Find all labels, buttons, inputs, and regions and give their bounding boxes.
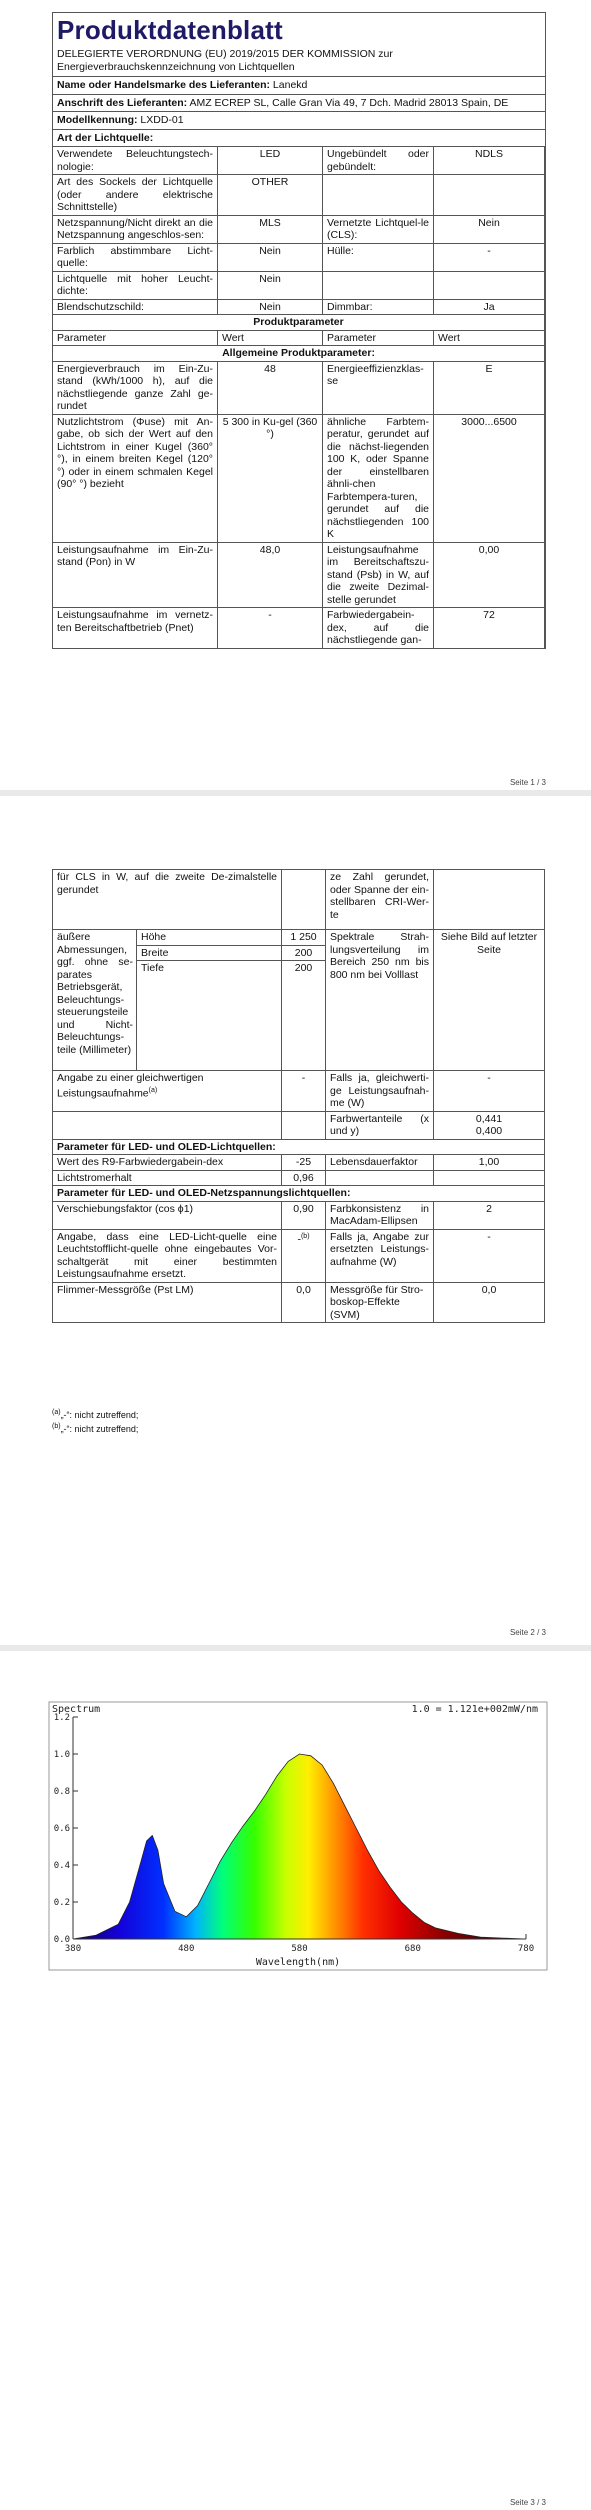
type-label-left: Verwendete Beleuchtungstech-nologie:: [53, 147, 218, 175]
type-value-left: Nein: [218, 271, 323, 299]
col-header-parameter-1: Parameter: [53, 330, 218, 346]
type-row: [53, 243, 545, 271]
equivalent-power-label-cell: [53, 1071, 282, 1112]
power-factor-label: Verschiebungsfaktor (cos ϕ1): [53, 1201, 282, 1229]
type-label-right: Ungebündelt oder gebündelt:: [323, 147, 434, 175]
document-title: Produktdatenblatt: [57, 15, 283, 45]
page-2: [0, 825, 591, 1645]
type-label-left: Farblich abstimmbare Licht-quelle:: [53, 243, 218, 271]
fluorescent-replacement-label: Angabe, dass eine LED-Licht-quelle eine Leuchtstofflicht-quelle ohne eingebautes Vor-schaltgerät mit einer bestimmten Leistungsaufnahme ersetzt.: [53, 1229, 282, 1282]
general-label-right: Energieeffizienzklas-se: [323, 361, 434, 414]
footnote-a: $^{(a)}$„-“: nicht zutreffend;: [52, 1409, 139, 1420]
page-1: [0, 0, 591, 790]
type-label-right: [323, 271, 434, 299]
cri-label-cont: ze Zahl gerundet, oder Spanne der ein-stellbaren CRI-Wer-te: [326, 870, 434, 930]
page-number: Seite 2 / 3: [509, 1628, 546, 1637]
type-label-right: [323, 175, 434, 216]
type-value-left: OTHER: [218, 175, 323, 216]
x-tick-label: 780: [517, 1944, 535, 1954]
replaced-power-label: Falls ja, Angabe zur ersetzten Leistungs-aufnahme (W): [326, 1229, 434, 1282]
col-header-value-1: Wert: [218, 330, 323, 346]
general-label-left: Leistungsaufnahme im Ein-Zu-stand (Pon) in W: [53, 542, 218, 608]
type-value-right: [434, 175, 545, 216]
footnote-ref-b: (b): [300, 1232, 310, 1240]
supplier-name-row: [53, 76, 545, 94]
lumen-maintenance-label: Lichtstromerhalt: [53, 1170, 282, 1186]
type-label-left: Lichtquelle mit hoher Leucht-dichte:: [53, 271, 218, 299]
type-value-left: Nein: [218, 299, 323, 315]
type-row: [53, 175, 545, 216]
header-block: [52, 12, 546, 649]
general-value-left: 5 300 in Ku-gel (360 °): [218, 414, 323, 542]
product-parameters-table: [52, 314, 545, 649]
general-value-left: -: [218, 608, 323, 649]
light-source-type-heading: Art der Lichtquelle:: [53, 129, 545, 147]
model-row: [53, 111, 545, 129]
footnotes: [52, 1407, 138, 1435]
y-tick-label: 0.6: [53, 1824, 70, 1834]
general-value-right: E: [434, 361, 545, 414]
type-value-right: -: [434, 243, 545, 271]
light-source-type-table: [52, 146, 545, 315]
lumen-maintenance-value: 0,96: [282, 1170, 326, 1186]
spectrum-chart: [48, 1701, 548, 1971]
chromaticity-y: 0,400: [475, 1125, 503, 1137]
type-label-left: Netzspannung/Nicht direkt an die Netzspannung angeschlos-sen:: [53, 215, 218, 243]
general-value-left: 48,0: [218, 542, 323, 608]
fluorescent-replacement-cell: [282, 1229, 326, 1282]
chromaticity-label: Farbwertanteile (x und y): [326, 1111, 434, 1139]
footnote-b: $^{(b)}$„-“: nicht zutreffend;: [52, 1423, 139, 1434]
dimension-value: 200: [282, 945, 326, 961]
chromaticity-x: 0,441: [475, 1112, 503, 1125]
flicker-label: Flimmer-Messgröße (Pst LM): [53, 1282, 282, 1323]
y-tick-label: 0.2: [53, 1898, 70, 1908]
page-number: Seite 1 / 3: [509, 778, 546, 787]
x-tick-label: 380: [64, 1944, 82, 1954]
type-value-left: Nein: [218, 243, 323, 271]
type-label-right: Hülle:: [323, 243, 434, 271]
type-row: [53, 215, 545, 243]
regulation-text: DELEGIERTE VERORDNUNG (EU) 2019/2015 DER KOMMISSION zur Energieverbrauchskennzeichnung von Lichtquellen: [57, 48, 393, 73]
dimension-name: Breite: [137, 945, 282, 961]
supplier-name-label: Name oder Handelsmarke des Lieferanten:: [57, 79, 270, 91]
mains-parameters-heading: Parameter für LED- und OLED-Netzspannungslichtquellen:: [53, 1186, 545, 1202]
x-axis-label: Wavelength(nm): [255, 1957, 341, 1968]
y-tick-label: 0.4: [53, 1861, 70, 1871]
type-value-right: Ja: [434, 299, 545, 315]
power-factor-value: 0,90: [282, 1201, 326, 1229]
macadam-value: 2: [434, 1201, 545, 1229]
x-tick-label: 680: [404, 1944, 421, 1954]
general-row: [53, 608, 545, 649]
general-label-left: Leistungsaufnahme im vernetz-ten Bereitschaftbetrieb (Pnet): [53, 608, 218, 649]
page-number: Seite 3 / 3: [509, 2498, 546, 2507]
equivalent-power-label: Angabe zu einer gleichwertigen Leistungsaufnahme: [57, 1072, 204, 1099]
chart-annotation: 1.0 = 1.121e+002mW/nm: [411, 1704, 538, 1715]
type-row: [53, 147, 545, 175]
type-value-right: [434, 271, 545, 299]
replaced-power-value: -: [434, 1229, 545, 1282]
supplier-address-value: AMZ ECREP SL, Calle Gran Via 49, 7 Dch. Madrid 28013 Spain, DE: [189, 96, 509, 109]
spectral-distribution-value: Siehe Bild auf letzter Seite: [434, 930, 545, 1071]
footnote-ref-a: (a): [148, 1086, 158, 1094]
survival-factor-label: Lebensdauerfaktor: [326, 1155, 434, 1171]
y-tick-label: 0.0: [53, 1935, 70, 1945]
type-row: [53, 299, 545, 315]
x-tick-label: 580: [291, 1944, 308, 1954]
type-label-left: Blendschutzschild:: [53, 299, 218, 315]
chart-title: Spectrum: [52, 1704, 101, 1715]
led-parameters-heading: Parameter für LED- und OLED-Lichtquellen:: [53, 1139, 545, 1155]
equivalent-power-w-label: Falls ja, gleichwerti-ge Leistungsaufnah-me (W): [326, 1071, 434, 1112]
dimension-value: 200: [282, 961, 326, 1071]
chromaticity-values-cell: [434, 1111, 545, 1139]
col-header-value-2: Wert: [434, 330, 545, 346]
product-parameters-table-continued: [52, 869, 545, 1323]
dimension-value: 1 250: [282, 930, 326, 946]
cls-power-label-cont: für CLS in W, auf die zweite De-zimalstelle gerundet: [53, 870, 282, 930]
y-tick-label: 1.0: [53, 1750, 70, 1760]
general-value-right: 3000...6500: [434, 414, 545, 542]
general-label-left: Nutzlichtstrom (Φuse) mit An-gabe, ob sich der Wert auf den Lichtstrom in einer Kugel (360° °), in einem breiten Kegel (120° °) oder in einem schmalen Kegel (90° °) bezieht: [53, 414, 218, 542]
svm-value: 0,0: [434, 1282, 545, 1323]
type-label-left: Art des Sockels der Lichtquelle (oder andere elektrische Schnittstelle): [53, 175, 218, 216]
general-value-right: 0,00: [434, 542, 545, 608]
x-tick-label: 480: [178, 1944, 195, 1954]
model-value: LXDD-01: [140, 114, 184, 126]
flicker-value: 0,0: [282, 1282, 326, 1323]
type-value-right: NDLS: [434, 147, 545, 175]
general-label-right: Leistungsaufnahme im Bereitschaftszu-stand (Psb) in W, auf die zweite Dezimal-stelle gerundet: [323, 542, 434, 608]
y-tick-label: 0.8: [53, 1787, 70, 1797]
equivalent-power-value: -: [282, 1071, 326, 1112]
general-label-right: ähnliche Farbtem-peratur, gerundet auf die nächst-liegenden 100 K, oder Spanne der einstellbaren ähnli-chen Farbtempera-turen, gerundet auf die nächstliegenden 100 K: [323, 414, 434, 542]
supplier-address-row: [53, 94, 545, 112]
general-label-right: Farbwiedergabein-dex, auf die nächstliegende gan-: [323, 608, 434, 649]
type-label-right: Vernetzte Lichtquel-le (CLS):: [323, 215, 434, 243]
dimension-name: Tiefe: [137, 961, 282, 1071]
general-value-right: 72: [434, 608, 545, 649]
r9-label: Wert des R9-Farbwiedergabein-dex: [53, 1155, 282, 1171]
general-row: [53, 361, 545, 414]
survival-factor-value: 1,00: [434, 1155, 545, 1171]
page-separator: [0, 1645, 591, 1651]
type-value-right: Nein: [434, 215, 545, 243]
page-3: [0, 1660, 591, 2510]
type-row: [53, 271, 545, 299]
equivalent-power-w-value: -: [434, 1071, 545, 1112]
col-header-parameter-2: Parameter: [323, 330, 434, 346]
type-label-right: Dimmbar:: [323, 299, 434, 315]
r9-value: -25: [282, 1155, 326, 1171]
type-value-left: MLS: [218, 215, 323, 243]
dimensions-label: äußere Abmessungen, ggf. ohne se-parates Betriebsgerät, Beleuchtungs-steuerungsteile und Nicht-Beleuchtungs-teile (Millimeter): [53, 930, 137, 1071]
spectral-distribution-label: Spektrale Strah-lungsverteilung im Bereich 250 nm bis 800 nm bei Volllast: [326, 930, 434, 1071]
y-tick-label: 1.2: [53, 1713, 70, 1723]
svm-label: Messgröße für Stro-boskop-Effekte (SVM): [326, 1282, 434, 1323]
model-label: Modellkennung:: [57, 114, 138, 126]
page-separator: [0, 790, 591, 796]
dimension-name: Höhe: [137, 930, 282, 946]
general-row: [53, 542, 545, 608]
supplier-name-value: Lanekd: [272, 79, 308, 91]
product-parameters-heading: Produktparameter: [53, 315, 545, 331]
macadam-label: Farbkonsistenz in MacAdam-Ellipsen: [326, 1201, 434, 1229]
general-label-left: Energieverbrauch im Ein-Zu-stand (kWh/1000 h), auf die nächstliegende ganze Zahl ge-rundet: [53, 361, 218, 414]
general-value-left: 48: [218, 361, 323, 414]
supplier-address-label: Anschrift des Lieferanten:: [57, 96, 188, 109]
general-row: [53, 414, 545, 542]
type-value-left: LED: [218, 147, 323, 175]
fluorescent-replacement-value: -: [297, 1233, 301, 1245]
general-parameters-heading: Allgemeine Produktparameter:: [53, 346, 545, 362]
